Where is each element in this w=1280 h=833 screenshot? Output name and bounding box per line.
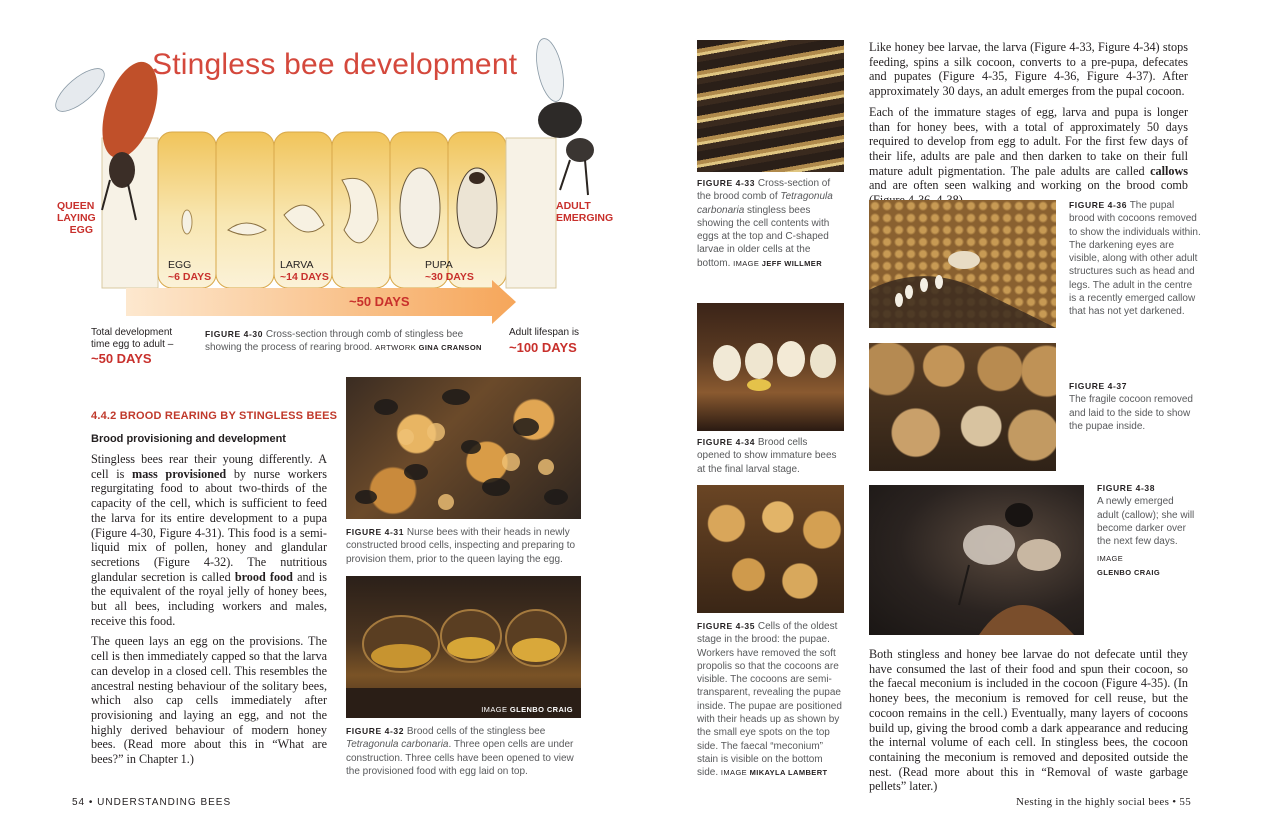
right-body-text-top: [869, 40, 1188, 214]
figure-4-36-photo: [869, 200, 1056, 328]
right-body-text-bottom: [869, 647, 1188, 800]
figure-4-32-credit: IMAGE GLENBO CRAIG: [481, 705, 573, 714]
brood-development-diagram: [40, 30, 640, 330]
figure-4-34-photo: [697, 303, 844, 431]
sub-heading: Brood provisioning and development: [91, 433, 286, 445]
diagram-title: Stingless bee development: [152, 48, 518, 81]
figure-4-35-photo: [697, 485, 844, 613]
figure-4-32-caption: FIGURE 4-32 Brood cells of the stingless bee Tetragonula carbonaria. Three open cells are under construction. Three cells have been opened to view the provisioned food with egg laid on top.: [346, 726, 574, 777]
stage-larva: LARVA ~14 DAYS: [280, 259, 329, 283]
pupa-pale: [400, 168, 440, 248]
left-body-text: [91, 452, 327, 773]
egg-illustration: [182, 210, 192, 234]
figure-4-37-photo: [869, 343, 1056, 471]
left-paragraph-1: Stingless bees rear their young differently. A cell is mass provisioned by nurse workers regurgitating food to about two-thirds of the capacity of the cell, which is sufficient to feed the larva for its entire development to a pupa (Figure 4-30, Figure 4-31). This food is a semi-liquid mix of pollen, honey and glandular secretions (Figure 4-32). The nutritious glandular secretion is called brood food and is the equivalent of the royal jelly of honey bees, but all bees, including workers and males, receive this food.: [91, 452, 327, 628]
figure-4-33-photo: [697, 40, 844, 172]
total-development: Total development time egg to adult – ~50 DAYS: [91, 327, 174, 366]
stage-pupa: PUPA ~30 DAYS: [425, 259, 474, 283]
figure-4-38-photo: [869, 485, 1084, 635]
figure-4-33-caption: FIGURE 4-33 Cross-section of the brood comb of Tetragonula carbonaria stingless bees showing the cell contents with eggs at the top and C-shaped larvae in older cells at the bottom. IMAGE JEFF WILLMER: [697, 178, 833, 269]
figure-4-31-caption: FIGURE 4-31 Nurse bees with their heads in newly constructed brood cells, inspecting and preparing to provision them, prior to the queen laying the egg.: [346, 527, 576, 565]
figure-4-30-caption: FIGURE 4-30 Cross-section through comb of stingless bee showing the process of rearing brood. ARTWORK GINA CRANSON: [205, 329, 482, 354]
arrow-duration-label: ~50 DAYS: [349, 294, 410, 309]
right-paragraph-1: Like honey bee larvae, the larva (Figure 4-33, Figure 4-34) stops feeding, spins a silk cocoon, converts to a pre-pupa, defecates and pupates (Figure 4-35, Figure 4-36, Figure 4-37). After approximately 30 days, an adult emerges from the pupal cocoon.: [869, 40, 1188, 99]
stage-egg: EGG ~6 DAYS: [168, 259, 212, 283]
right-page-footer: Nesting in the highly social bees • 55: [1016, 796, 1192, 808]
figure-4-31-photo: [346, 377, 581, 519]
adult-lifespan: Adult lifespan is ~100 DAYS: [509, 327, 580, 355]
adult-emerging-label: ADULT EMERGING: [556, 200, 614, 224]
figure-4-36-caption: FIGURE 4-36 The pupal brood with cocoons removed to show the individuals within. The darkening eyes are visible, along with other adult structures such as head and legs. The adult in the centre is a recently emerged callow that has not yet darkened.: [1069, 200, 1201, 318]
left-paragraph-2: The queen lays an egg on the provisions. The cell is then immediately capped so that the larva can develop in a closed cell. This resembles the ancestral nesting behaviour of the solitary bees, which also cap cells immediately after provisioning and laying an egg, and not the highly derived behaviour of modern honey bees. (Read more about this in “What are bees?” in Chapter 1.): [91, 634, 327, 767]
queen-laying-label: QUEEN LAYING EGG: [57, 200, 96, 236]
left-page-footer: 54 • UNDERSTANDING BEES: [72, 797, 232, 808]
pupa-eye: [469, 172, 485, 184]
figure-4-37-caption: FIGURE 4-37 The fragile cocoon removed and laid to the side to show the pupae inside.: [1069, 381, 1193, 432]
figure-4-32-photo: [346, 576, 581, 718]
right-paragraph-2: Each of the immature stages of egg, larva and pupa is longer than for honey bees, with a total of approximately 50 days required to develop from egg to adult. For the first few days of their life, adults are pale and then darken to take on their full mature adult pigmentation. The pale adults are called callows and are often seen walking and working on the brood comb: [869, 104, 1188, 193]
figure-4-34-caption: FIGURE 4-34 Brood cells opened to show immature bees at the final larval stage.: [697, 437, 837, 475]
figure-4-38-caption: FIGURE 4-38 A newly emerged adult (callow); she will become darker over the next few days. IMAGE GLENBO CRAIG: [1097, 483, 1195, 577]
section-heading: 4.4.2 BROOD REARING BY STINGLESS BEES: [91, 410, 338, 422]
figure-4-35-caption: FIGURE 4-35 Cells of the oldest stage in the brood: the pupae. Workers have removed the soft propolis so that the cocoons are visible. The cocoons are semi-transparent, revealing the pupae inside. The pupae are positioned with their heads up as shown by the small eye spots on the top side. The faecal “meconium” stain is visible on the bottom side. IMAGE MIKAYLA LAMBERT: [697, 621, 842, 779]
right-paragraph-3: Both stingless and honey bee larvae do not defecate until they have consumed the last of their food and spun their cocoon, so the faecal meconium is included in the cocoon (Figure 4-35). (In honey bees, the meconium is removed for cell reuse, but the cocoon remains in the cell.) Eventually, many layers of cocoons build up, giving the brood comb a dark appearance and reducing the internal volume of each cell. In stingless bees, the cocoon containing the meconium is removed and deposited outside the nest. (Read more about this in “Removal of waste garbage pellets” later.): [869, 647, 1188, 794]
